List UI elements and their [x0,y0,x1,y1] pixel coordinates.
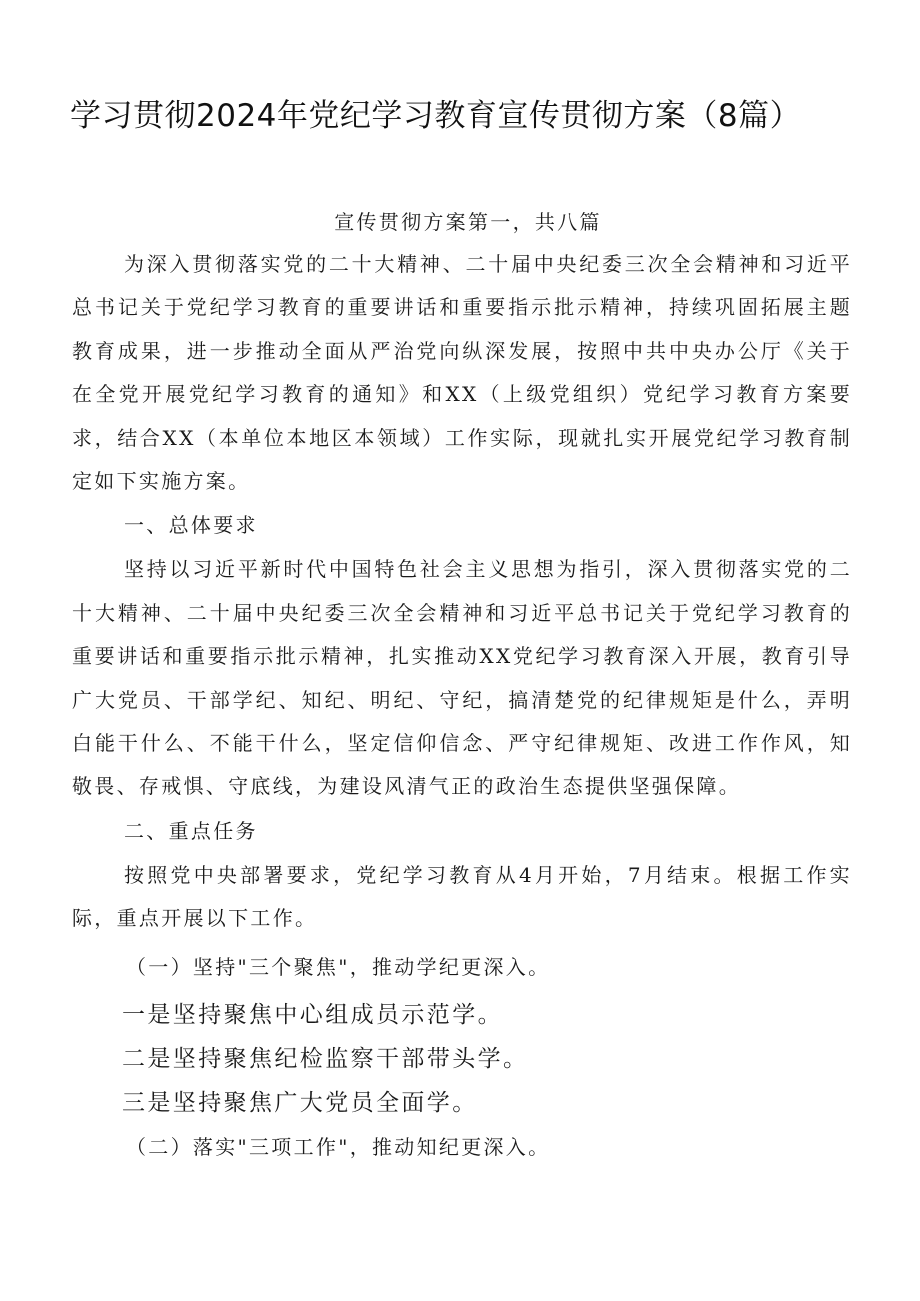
task-point-two: 二是坚持聚焦纪检监察干部带头学。 [122,1045,529,1072]
document-body [72,201,852,1169]
task-point-one: 一是坚持聚焦中心组成员示范学。 [122,1001,503,1028]
general-requirements-paragraph: 坚持以习近平新时代中国特色社会主义思想为指引，深入贯彻落实党的二十大精神、二十届中央纪委三次全会精神和习近平总书记关于党纪学习教育的重要讲话和重要指示批示精神，扎实推动XX党纪学习教育深入开展，教育引导广大党员、干部学纪、知纪、明纪、守纪，搞清楚党的纪律规矩是什么，弄明白能干什么、不能干什么，坚定信仰信念、严守纪律规矩、改进工作作风，知敬畏、存戒惧、守底线，为建设风清气正的政治生态提供坚强保障。 [72,557,852,799]
plan-subtitle: 宣传贯彻方案第一，共八篇 [334,210,602,234]
section-heading-general-requirements: 一、总体要求 [124,513,258,538]
task-point-three: 三是坚持聚焦广大党员全面学。 [122,1089,478,1116]
intro-paragraph: 为深入贯彻落实党的二十大精神、二十届中央纪委三次全会精神和习近平总书记关于党纪学习教育的重要讲话和重要指示批示精神，持续巩固拓展主题教育成果，进一步推动全面从严治党向纵深发展，按照中共中央办公厅《关于在全党开展党纪学习教育的通知》和XX（上级党组织）党纪学习教育方案要求，结合XX（本单位本地区本领域）工作实际，现就扎实开展党纪学习教育制定如下实施方案。 [72,252,852,494]
section-heading-key-tasks: 二、重点任务 [124,818,258,843]
task-item-one: （一）坚持"三个聚焦"，推动学纪更深入。 [126,954,551,979]
key-tasks-paragraph: 按照党中央部署要求，党纪学习教育从4月开始，7月结束。根据工作实际，重点开展以下工作。 [72,862,852,931]
document-title: 学习贯彻2024年党纪学习教育宣传贯彻方案（8篇） [70,98,802,134]
task-item-two: （二）落实"三项工作"，推动知纪更深入。 [126,1134,551,1159]
